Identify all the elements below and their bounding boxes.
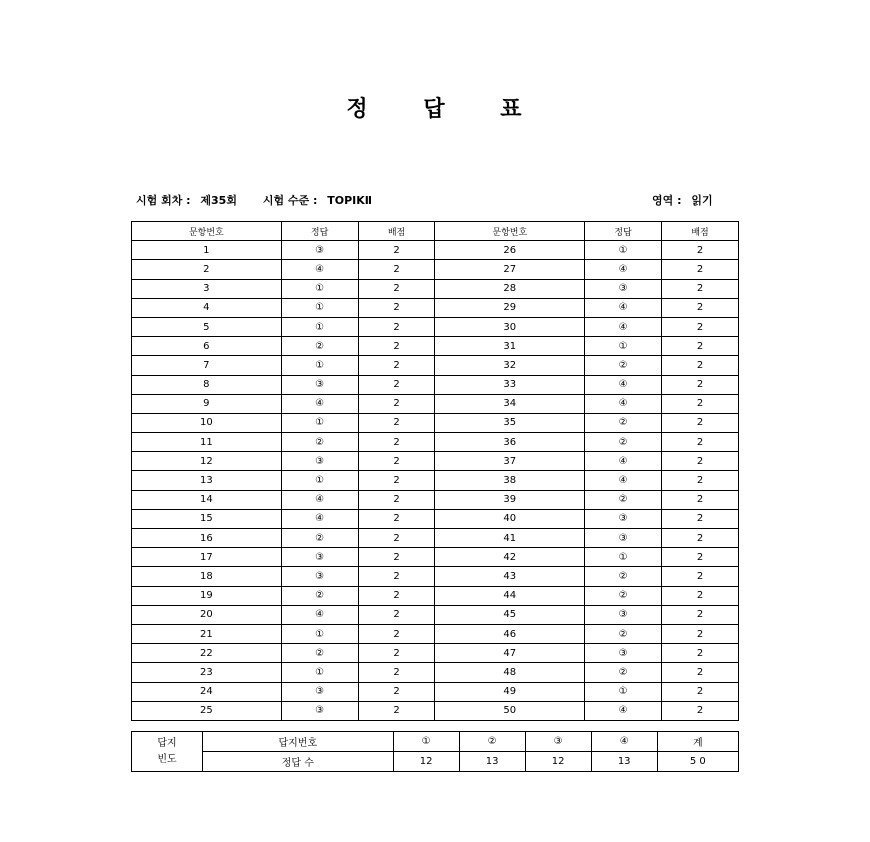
answer-cell: ② bbox=[281, 337, 358, 356]
table-row bbox=[132, 624, 739, 643]
answer-cell: 50 bbox=[435, 701, 585, 720]
answer-cell: 8 bbox=[132, 375, 282, 394]
answer-cell: ④ bbox=[281, 490, 358, 509]
answer-cell: 36 bbox=[435, 433, 585, 452]
answer-cell: ① bbox=[585, 241, 662, 260]
answer-cell: 2 bbox=[358, 586, 435, 605]
freq-cell: ② bbox=[459, 732, 525, 752]
answer-cell: ③ bbox=[281, 567, 358, 586]
answer-cell: 2 bbox=[662, 663, 739, 682]
answer-cell: 47 bbox=[435, 644, 585, 663]
area-label: 영역 : bbox=[652, 194, 682, 207]
answer-cell: 40 bbox=[435, 509, 585, 528]
freq-cell: ④ bbox=[591, 732, 657, 752]
answer-cell: 22 bbox=[132, 644, 282, 663]
answer-cell: 2 bbox=[662, 682, 739, 701]
table-row bbox=[132, 433, 739, 452]
answer-cell: ① bbox=[585, 682, 662, 701]
answer-cell: 24 bbox=[132, 682, 282, 701]
answer-cell: 1 bbox=[132, 241, 282, 260]
table-row bbox=[132, 682, 739, 701]
answer-cell: 28 bbox=[435, 279, 585, 298]
freq-cell: ③ bbox=[525, 732, 591, 752]
answer-cell: 2 bbox=[662, 567, 739, 586]
answer-cell: 2 bbox=[662, 394, 739, 413]
answer-cell: ④ bbox=[281, 260, 358, 279]
answer-cell: 2 bbox=[662, 605, 739, 624]
answer-cell: 31 bbox=[435, 337, 585, 356]
answer-cell: ① bbox=[281, 624, 358, 643]
level-value: TOPIKⅡ bbox=[327, 194, 372, 207]
answer-cell: 2 bbox=[662, 529, 739, 548]
freq-cell: 5 0 bbox=[657, 752, 738, 772]
answer-cell: 16 bbox=[132, 529, 282, 548]
exam-info bbox=[136, 192, 378, 208]
answer-cell: 43 bbox=[435, 567, 585, 586]
table-row bbox=[132, 490, 739, 509]
freq-cell: ① bbox=[393, 732, 459, 752]
freq-cell: 12 bbox=[393, 752, 459, 772]
answer-cell: ① bbox=[281, 663, 358, 682]
answer-cell: 2 bbox=[662, 241, 739, 260]
header-cell: 배점 bbox=[662, 222, 739, 241]
frequency-table bbox=[131, 731, 739, 772]
answer-cell: 2 bbox=[358, 317, 435, 336]
area-value: 읽기 bbox=[691, 194, 713, 207]
answer-cell: 18 bbox=[132, 567, 282, 586]
answer-cell: 2 bbox=[662, 509, 739, 528]
answer-cell: ④ bbox=[585, 471, 662, 490]
table-row bbox=[132, 260, 739, 279]
answer-cell: ② bbox=[585, 490, 662, 509]
table-row bbox=[132, 509, 739, 528]
answer-cell: ① bbox=[281, 317, 358, 336]
answer-cell: ① bbox=[281, 413, 358, 432]
answer-cell: ③ bbox=[585, 529, 662, 548]
answer-cell: 2 bbox=[132, 260, 282, 279]
answer-cell: 27 bbox=[435, 260, 585, 279]
answer-cell: ③ bbox=[585, 644, 662, 663]
table-row bbox=[132, 279, 739, 298]
answer-cell: ② bbox=[585, 586, 662, 605]
answer-cell: ③ bbox=[585, 279, 662, 298]
answer-cell: ④ bbox=[281, 605, 358, 624]
answer-cell: 44 bbox=[435, 586, 585, 605]
answer-cell: ④ bbox=[585, 394, 662, 413]
header-cell: 문항번호 bbox=[435, 222, 585, 241]
side-label-2: 빈도 bbox=[157, 753, 177, 765]
answer-cell: 2 bbox=[358, 701, 435, 720]
answer-cell: 3 bbox=[132, 279, 282, 298]
answer-cell: ① bbox=[585, 337, 662, 356]
answer-cell: 2 bbox=[662, 279, 739, 298]
answer-cell: 2 bbox=[662, 586, 739, 605]
table-row bbox=[132, 413, 739, 432]
answer-cell: 45 bbox=[435, 605, 585, 624]
answer-cell: ② bbox=[585, 624, 662, 643]
answer-cell: ① bbox=[281, 471, 358, 490]
round-value: 제35회 bbox=[200, 194, 237, 207]
answer-cell: 21 bbox=[132, 624, 282, 643]
answer-cell: 2 bbox=[358, 529, 435, 548]
header-cell: 문항번호 bbox=[132, 222, 282, 241]
page-title bbox=[0, 92, 870, 123]
answer-cell: ④ bbox=[585, 260, 662, 279]
table-row bbox=[132, 394, 739, 413]
answer-cell: ③ bbox=[281, 701, 358, 720]
answer-cell: ③ bbox=[585, 605, 662, 624]
answer-cell: 17 bbox=[132, 548, 282, 567]
answer-cell: 33 bbox=[435, 375, 585, 394]
answer-cell: 15 bbox=[132, 509, 282, 528]
answer-cell: 2 bbox=[662, 317, 739, 336]
answer-cell: ③ bbox=[281, 548, 358, 567]
answer-cell: 7 bbox=[132, 356, 282, 375]
answer-cell: 34 bbox=[435, 394, 585, 413]
answer-cell: ① bbox=[585, 548, 662, 567]
frequency-side-label bbox=[132, 732, 203, 772]
answer-cell: 20 bbox=[132, 605, 282, 624]
answer-cell: ④ bbox=[281, 509, 358, 528]
answer-cell: 41 bbox=[435, 529, 585, 548]
header-cell: 배점 bbox=[358, 222, 435, 241]
answer-cell: 13 bbox=[132, 471, 282, 490]
answer-cell: 2 bbox=[662, 413, 739, 432]
freq-cell: 정답 수 bbox=[203, 752, 394, 772]
answer-cell: ④ bbox=[585, 298, 662, 317]
answer-cell: 26 bbox=[435, 241, 585, 260]
answer-cell: 29 bbox=[435, 298, 585, 317]
answer-cell: 2 bbox=[358, 663, 435, 682]
table-row bbox=[132, 471, 739, 490]
round-label: 시험 회차 : bbox=[136, 194, 191, 207]
answer-cell: 30 bbox=[435, 317, 585, 336]
table-row bbox=[132, 375, 739, 394]
answer-cell: 5 bbox=[132, 317, 282, 336]
answer-cell: 2 bbox=[662, 471, 739, 490]
answer-cell: 2 bbox=[358, 433, 435, 452]
answer-cell: 2 bbox=[662, 490, 739, 509]
answer-cell: 37 bbox=[435, 452, 585, 471]
answer-cell: ② bbox=[281, 586, 358, 605]
answer-cell: 2 bbox=[358, 605, 435, 624]
answer-cell: 4 bbox=[132, 298, 282, 317]
answer-cell: 2 bbox=[358, 509, 435, 528]
answer-cell: 2 bbox=[662, 644, 739, 663]
answer-cell: 11 bbox=[132, 433, 282, 452]
freq-cell: 답지번호 bbox=[203, 732, 394, 752]
answer-cell: ② bbox=[281, 433, 358, 452]
table-row bbox=[132, 605, 739, 624]
title-char: 정 bbox=[346, 97, 370, 122]
freq-cell: 계 bbox=[657, 732, 738, 752]
freq-cell: 13 bbox=[459, 752, 525, 772]
answer-cell: 2 bbox=[358, 548, 435, 567]
table-row bbox=[132, 298, 739, 317]
answer-cell: 42 bbox=[435, 548, 585, 567]
area-info bbox=[652, 192, 719, 208]
answer-cell: ④ bbox=[585, 701, 662, 720]
table-row bbox=[132, 701, 739, 720]
answer-cell: ① bbox=[281, 356, 358, 375]
header-row bbox=[132, 222, 739, 241]
table-row bbox=[132, 644, 739, 663]
answer-cell: 2 bbox=[662, 624, 739, 643]
side-label-1: 답지 bbox=[157, 737, 177, 749]
freq-cell: 12 bbox=[525, 752, 591, 772]
answer-cell: ② bbox=[281, 644, 358, 663]
answer-cell: 14 bbox=[132, 490, 282, 509]
table-row bbox=[132, 317, 739, 336]
answer-cell: 2 bbox=[358, 356, 435, 375]
answer-cell: 25 bbox=[132, 701, 282, 720]
answer-cell: ④ bbox=[585, 452, 662, 471]
table-row bbox=[132, 663, 739, 682]
title-char: 답 bbox=[423, 97, 447, 122]
answer-cell: 38 bbox=[435, 471, 585, 490]
answer-cell: ③ bbox=[281, 682, 358, 701]
answer-cell: ② bbox=[585, 433, 662, 452]
answer-cell: ② bbox=[585, 663, 662, 682]
answer-cell: 10 bbox=[132, 413, 282, 432]
answer-cell: 2 bbox=[358, 490, 435, 509]
answer-cell: 2 bbox=[662, 298, 739, 317]
table-row bbox=[132, 337, 739, 356]
answer-cell: 2 bbox=[358, 624, 435, 643]
answer-cell: 49 bbox=[435, 682, 585, 701]
answer-cell: 2 bbox=[358, 452, 435, 471]
answer-cell: ③ bbox=[585, 509, 662, 528]
answer-cell: 9 bbox=[132, 394, 282, 413]
title-char: 표 bbox=[500, 97, 524, 122]
answer-cell: ② bbox=[585, 356, 662, 375]
frequency-row bbox=[132, 732, 739, 752]
answer-cell: 2 bbox=[662, 548, 739, 567]
table-row bbox=[132, 586, 739, 605]
answer-cell: ① bbox=[281, 298, 358, 317]
answer-cell: 12 bbox=[132, 452, 282, 471]
answer-cell: 6 bbox=[132, 337, 282, 356]
answer-cell: 39 bbox=[435, 490, 585, 509]
answer-cell: 2 bbox=[358, 644, 435, 663]
answer-cell: 2 bbox=[358, 260, 435, 279]
answer-cell: 2 bbox=[358, 413, 435, 432]
answer-cell: 35 bbox=[435, 413, 585, 432]
answer-cell: 2 bbox=[662, 452, 739, 471]
answer-cell: ③ bbox=[281, 375, 358, 394]
answer-cell: 2 bbox=[358, 298, 435, 317]
answer-cell: 2 bbox=[358, 337, 435, 356]
answer-cell: 2 bbox=[358, 471, 435, 490]
frequency-row bbox=[132, 752, 739, 772]
answer-cell: 32 bbox=[435, 356, 585, 375]
answer-cell: ④ bbox=[281, 394, 358, 413]
table-row bbox=[132, 356, 739, 375]
answer-cell: 2 bbox=[662, 701, 739, 720]
table-row bbox=[132, 567, 739, 586]
answer-cell: 2 bbox=[662, 337, 739, 356]
level-label: 시험 수준 : bbox=[262, 194, 318, 207]
answer-cell: 23 bbox=[132, 663, 282, 682]
answer-cell: 2 bbox=[358, 394, 435, 413]
table-row bbox=[132, 548, 739, 567]
answer-cell: 2 bbox=[358, 375, 435, 394]
answer-cell: ② bbox=[585, 413, 662, 432]
answer-cell: 2 bbox=[662, 260, 739, 279]
header-cell: 정답 bbox=[585, 222, 662, 241]
table-row bbox=[132, 452, 739, 471]
answer-cell: ④ bbox=[585, 375, 662, 394]
answer-cell: 2 bbox=[662, 356, 739, 375]
answer-cell: ② bbox=[281, 529, 358, 548]
answer-cell: ① bbox=[281, 279, 358, 298]
header-cell: 정답 bbox=[281, 222, 358, 241]
answer-cell: 2 bbox=[358, 682, 435, 701]
freq-cell: 13 bbox=[591, 752, 657, 772]
answer-cell: ② bbox=[585, 567, 662, 586]
answer-cell: ④ bbox=[585, 317, 662, 336]
answer-cell: 2 bbox=[358, 279, 435, 298]
answer-cell: ③ bbox=[281, 452, 358, 471]
answer-cell: 2 bbox=[358, 567, 435, 586]
answer-cell: 48 bbox=[435, 663, 585, 682]
answer-table bbox=[131, 221, 739, 721]
answer-cell: 2 bbox=[662, 433, 739, 452]
answer-cell: 19 bbox=[132, 586, 282, 605]
table-row bbox=[132, 241, 739, 260]
answer-cell: 46 bbox=[435, 624, 585, 643]
answer-cell: 2 bbox=[358, 241, 435, 260]
table-row bbox=[132, 529, 739, 548]
answer-cell: ③ bbox=[281, 241, 358, 260]
answer-cell: 2 bbox=[662, 375, 739, 394]
